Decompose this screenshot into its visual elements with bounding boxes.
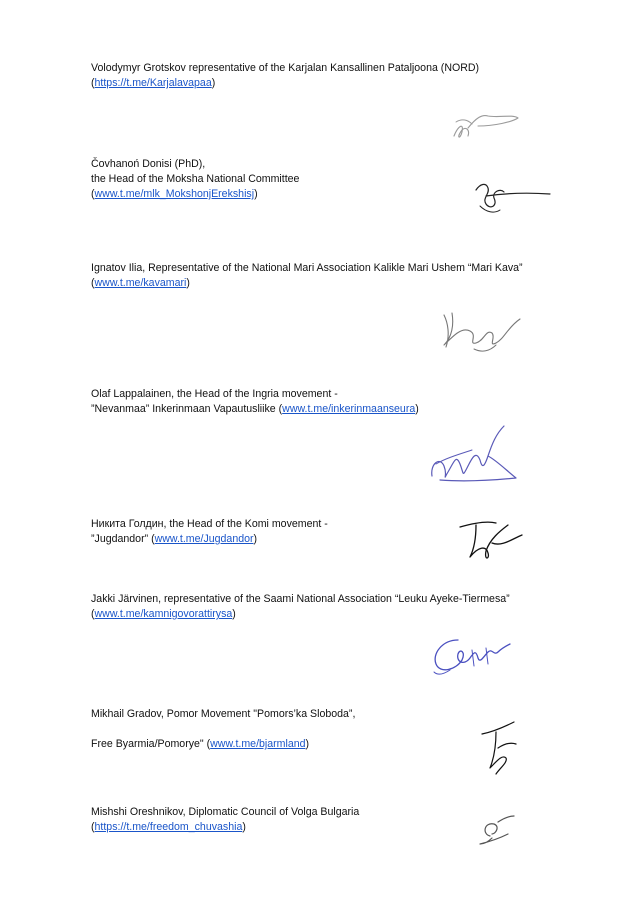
link-suffix: ) bbox=[305, 738, 310, 750]
link-prefix: ”Nevanmaa” Inkerinmaan Vapautusliike ( bbox=[91, 403, 283, 415]
signatory-line: Mikhail Gradov, Pomor Movement "Pomors’ka Sloboda”, bbox=[91, 708, 356, 720]
signatory-line bbox=[91, 276, 523, 291]
link-suffix: ) bbox=[415, 403, 419, 415]
link-prefix: Free Byarmia/Pomorye" ( bbox=[91, 738, 211, 750]
link-suffix: ) bbox=[232, 608, 236, 620]
telegram-link[interactable]: https://t.me/Karjalavapaa bbox=[94, 77, 212, 89]
telegram-link[interactable]: www.t.me/inkerinmaanseura bbox=[282, 403, 416, 415]
signatory-line: Ignatov Ilia, Representative of the National Mari Association Kalikle Mari Ushem “Mari Kava” bbox=[91, 262, 523, 274]
link-prefix: ( bbox=[91, 188, 95, 200]
signature-grotskov bbox=[448, 108, 523, 146]
signatory-entry bbox=[91, 707, 355, 752]
signatory-line: Olaf Lappalainen, the Head of the Ingria movement - bbox=[91, 388, 338, 400]
signatory-entry bbox=[91, 261, 523, 291]
telegram-link[interactable]: www.t.me/Jugdandor bbox=[154, 533, 254, 545]
link-suffix: ) bbox=[242, 821, 246, 833]
telegram-link[interactable]: https://t.me/freedom_chuvashia bbox=[94, 821, 243, 833]
signatory-line: Čovhanoń Donisi (PhD), bbox=[91, 158, 206, 170]
signatory-line bbox=[91, 820, 359, 835]
signature-jarvinen bbox=[428, 630, 513, 678]
link-prefix: ”Jugdandor” ( bbox=[91, 533, 155, 545]
signatory-line: Volodymyr Grotskov representative of the Karjalan Kansallinen Pataljoona (NORD) bbox=[91, 62, 480, 74]
signature-ignatov bbox=[434, 305, 524, 355]
link-prefix: ( bbox=[91, 277, 95, 289]
signatory-line: the Head of the Moksha National Committee bbox=[91, 173, 300, 185]
signatory-line bbox=[91, 607, 510, 622]
signature-oreshnikov bbox=[476, 812, 518, 848]
signature-gradov bbox=[478, 718, 523, 778]
signatory-entry bbox=[91, 157, 299, 202]
telegram-link[interactable]: www.t.me/kamnigovorattirysa bbox=[94, 608, 233, 620]
signatory-line bbox=[91, 402, 419, 417]
signatory-line bbox=[91, 187, 299, 202]
link-suffix: ) bbox=[254, 188, 258, 200]
link-prefix: ( bbox=[91, 77, 95, 89]
signatory-entry bbox=[91, 592, 510, 622]
signatory-entry bbox=[91, 517, 328, 547]
link-suffix: ) bbox=[186, 277, 190, 289]
signatory-line: Mishshi Oreshnikov, Diplomatic Council of Volga Bulgaria bbox=[91, 806, 360, 818]
link-suffix: ) bbox=[211, 77, 216, 89]
signature-donisi bbox=[470, 176, 555, 216]
telegram-link[interactable]: www.t.me/bjarmland bbox=[210, 738, 306, 750]
signatory-line bbox=[91, 76, 479, 91]
link-suffix: ) bbox=[253, 533, 258, 545]
signatory-line bbox=[91, 737, 355, 752]
signatory-entry bbox=[91, 387, 419, 417]
signatory-entry bbox=[91, 805, 359, 835]
signatory-line bbox=[91, 722, 355, 737]
signatory-line bbox=[91, 532, 328, 547]
signatory-entry bbox=[91, 61, 479, 91]
link-prefix: ( bbox=[91, 608, 95, 620]
signature-goldin bbox=[456, 517, 526, 565]
telegram-link[interactable]: www.t.me/mlk_MokshonjErekshisj bbox=[94, 188, 255, 200]
link-prefix: ( bbox=[91, 821, 95, 833]
signatory-line: Никита Голдин, the Head of the Komi movement - bbox=[91, 518, 328, 530]
telegram-link[interactable]: www.t.me/kavamari bbox=[94, 277, 187, 289]
signature-lappalainen bbox=[426, 420, 521, 488]
signatory-line: Jakki Järvinen, representative of the Saami National Association “Leuku Ayeke-Tiermesa” bbox=[91, 593, 510, 605]
